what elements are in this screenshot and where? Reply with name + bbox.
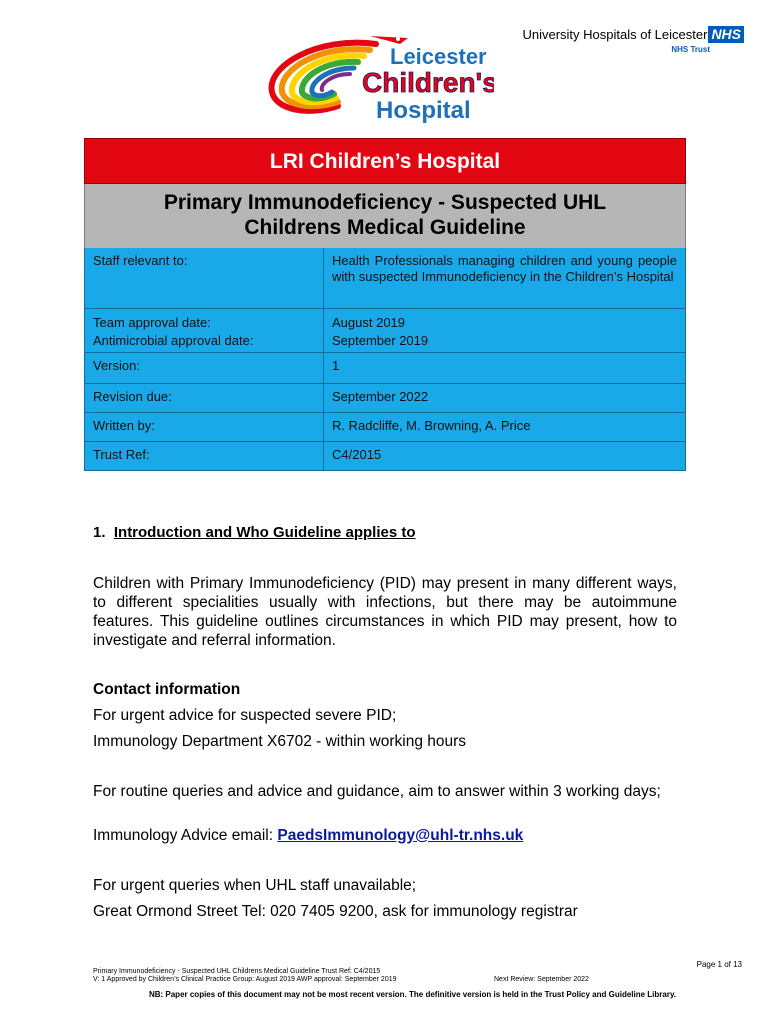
row-value: R. Radcliffe, M. Browning, A. Price bbox=[332, 418, 531, 433]
table-row-staff bbox=[84, 248, 686, 309]
team-approval-date: August 2019 bbox=[332, 315, 406, 330]
row-value: 1 bbox=[332, 358, 340, 373]
advice-email-line bbox=[93, 826, 677, 845]
row-label: Revision due: bbox=[85, 384, 324, 412]
great-ormond-street-text: Great Ormond Street Tel: 020 7405 9200, ask for immunology registrar bbox=[93, 903, 578, 920]
row-label: Staff relevant to: bbox=[85, 248, 324, 308]
section-heading bbox=[93, 524, 416, 541]
footer-note-text: NB: Paper copies of this document may not be most recent version. The definitive version is held in the Trust Policy and Guideline Library. bbox=[148, 990, 677, 999]
antimicrobial-approval-label: Antimicrobial approval date: bbox=[93, 333, 254, 348]
row-label: Written by: bbox=[85, 413, 324, 441]
rainbow-swoosh-icon bbox=[272, 43, 376, 111]
advice-email-link[interactable]: PaedsImmunology@uhl-tr.nhs.uk bbox=[277, 827, 524, 844]
table-row-written-by bbox=[84, 413, 686, 442]
antimicrobial-approval-date: September 2019 bbox=[332, 333, 429, 348]
footer-approval-line: V: 1 Approved by Children’s Clinical Practice Group: August 2019 AWP approval: September 2019 bbox=[93, 976, 397, 983]
row-value bbox=[324, 309, 685, 352]
trust-name: University Hospitals of Leicester bbox=[522, 27, 708, 43]
table-row-revision bbox=[84, 384, 686, 413]
row-value: C4/2015 bbox=[332, 447, 382, 462]
guideline-title bbox=[84, 184, 686, 248]
immunology-department-text: Immunology Department X6702 - within working hours bbox=[93, 733, 467, 750]
logo-word-hospital: Hospital bbox=[376, 97, 471, 124]
urgent-advice-text: For urgent advice for suspected severe PID; bbox=[93, 707, 397, 724]
team-approval-label: Team approval date: bbox=[93, 315, 211, 330]
nhs-logo: NHS bbox=[708, 26, 744, 43]
contact-heading: Contact information bbox=[93, 681, 241, 698]
routine-queries-text: For routine queries and advice and guidance, aim to answer within 3 working days; bbox=[93, 783, 661, 800]
row-label: Version: bbox=[85, 353, 324, 383]
advice-email-label: Immunology Advice email: bbox=[93, 827, 274, 844]
trust-header bbox=[522, 26, 744, 54]
guideline-title-line2: Childrens Medical Guideline bbox=[244, 216, 526, 239]
hospital-title: LRI Children’s Hospital bbox=[84, 138, 686, 184]
nhs-trust-label: NHS Trust bbox=[671, 45, 710, 54]
table-row-trust-ref bbox=[84, 442, 686, 471]
footer-title-line: Primary Immunodeficiency - Suspected UHL Childrens Medical Guideline Trust Ref: C4/2015 bbox=[93, 968, 381, 975]
urgent-queries-text: For urgent queries when UHL staff unavailable; bbox=[93, 877, 417, 894]
row-label bbox=[85, 309, 324, 352]
section-title: Introduction and Who Guideline applies to bbox=[113, 524, 416, 541]
row-label: Trust Ref: bbox=[85, 442, 324, 470]
intro-paragraph: Children with Primary Immunodeficiency (PID) may present in many different ways, to different specialities usually with infections, but there may be autoimmune features. This guideline outlines circumstances in which PID may present, how to investigate and referral information. bbox=[93, 575, 677, 649]
footer-note bbox=[0, 990, 770, 999]
page-number: Page 1 of 13 bbox=[696, 960, 742, 969]
hospital-logo bbox=[258, 26, 494, 126]
table-row-approval bbox=[84, 309, 686, 353]
section-number: 1. bbox=[93, 524, 106, 541]
row-value: September 2022 bbox=[332, 389, 429, 404]
logo-word-leicester: Leicester bbox=[390, 44, 487, 69]
footer-next-review: Next Review: September 2022 bbox=[494, 976, 589, 983]
logo-word-childrens: Children's bbox=[362, 67, 494, 98]
guideline-title-line1: Primary Immunodeficiency - Suspected UHL bbox=[163, 191, 607, 214]
table-row-version bbox=[84, 353, 686, 384]
row-value: Health Professionals managing children and young people with suspected Immunodeficiency in the Children’s Hospital bbox=[332, 253, 677, 284]
guideline-title-table bbox=[84, 138, 686, 471]
